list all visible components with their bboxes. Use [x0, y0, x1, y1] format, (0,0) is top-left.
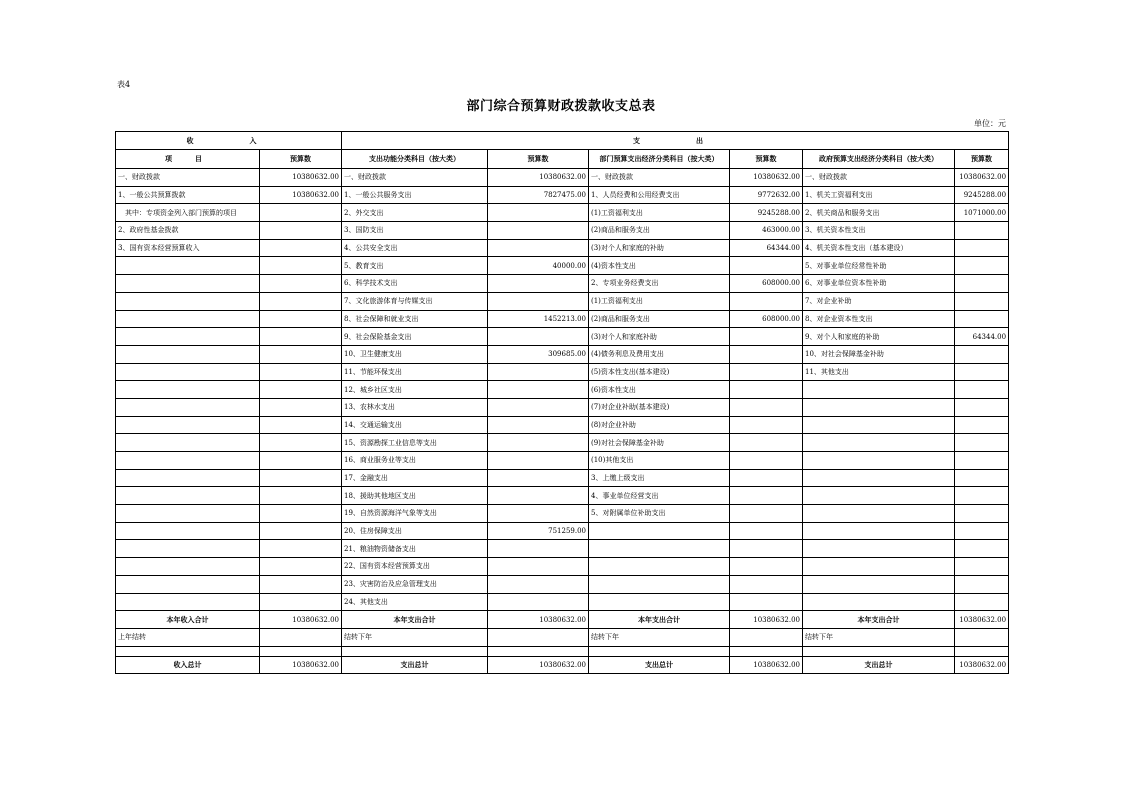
- item-cell: [803, 575, 955, 593]
- table-row: [116, 186, 1009, 204]
- table-row: [116, 469, 1009, 487]
- amount-cell: 9245288.00: [955, 186, 1009, 204]
- table-row: [116, 363, 1009, 381]
- column-header: 部门预算支出经济分类科目（按大类）: [589, 150, 730, 169]
- amount-cell: [955, 522, 1009, 540]
- table-row: [116, 328, 1009, 346]
- amount-cell: [260, 222, 342, 240]
- amount-cell: 608000.00: [730, 310, 803, 328]
- grand-total-row: [116, 656, 1009, 674]
- amount-cell: [488, 381, 589, 399]
- item-cell: 其中：专项资金列入部门预算的项目: [116, 204, 260, 222]
- amount-cell: 64344.00: [730, 239, 803, 257]
- table-row: [116, 558, 1009, 576]
- amount-cell: [955, 452, 1009, 470]
- item-cell: 4、事业单位经营支出: [589, 487, 730, 505]
- item-cell: [803, 381, 955, 399]
- amount-cell: [955, 505, 1009, 523]
- amount-cell: [488, 204, 589, 222]
- amount-cell: 608000.00: [730, 275, 803, 293]
- item-cell: 17、金融支出: [342, 469, 488, 487]
- item-cell: 2、外交支出: [342, 204, 488, 222]
- amount-cell: [730, 522, 803, 540]
- carry-out-label: 结转下年: [342, 628, 488, 646]
- item-cell: [116, 593, 260, 611]
- amount-cell: [488, 505, 589, 523]
- item-cell: 16、商业服务业等支出: [342, 452, 488, 470]
- amount-cell: [488, 469, 589, 487]
- amount-cell: [730, 416, 803, 434]
- amount-cell: 7827475.00: [488, 186, 589, 204]
- amount-cell: [955, 363, 1009, 381]
- table-row: [116, 434, 1009, 452]
- item-cell: 19、自然资源海洋气象等支出: [342, 505, 488, 523]
- year-expense-value: 10380632.00: [730, 611, 803, 629]
- item-cell: (9)对社会保障基金补助: [589, 434, 730, 452]
- item-cell: 9、社会保险基金支出: [342, 328, 488, 346]
- item-cell: 11、节能环保支出: [342, 363, 488, 381]
- item-cell: [803, 452, 955, 470]
- amount-cell: [955, 239, 1009, 257]
- amount-cell: [488, 398, 589, 416]
- amount-cell: [730, 593, 803, 611]
- amount-cell: [955, 416, 1009, 434]
- item-cell: [116, 469, 260, 487]
- amount-cell: 1452213.00: [488, 310, 589, 328]
- item-cell: [116, 505, 260, 523]
- year-income-value: 10380632.00: [260, 611, 342, 629]
- item-cell: 2、政府性基金拨款: [116, 222, 260, 240]
- item-cell: [116, 540, 260, 558]
- header-row-group: [116, 132, 1009, 150]
- item-cell: [803, 469, 955, 487]
- item-cell: [116, 398, 260, 416]
- amount-cell: [260, 522, 342, 540]
- amount-cell: 10380632.00: [730, 169, 803, 187]
- amount-cell: [730, 452, 803, 470]
- item-cell: 1、一般公共服务支出: [342, 186, 488, 204]
- amount-cell: [260, 540, 342, 558]
- expense-total-value: 10380632.00: [730, 656, 803, 674]
- amount-cell: 10380632.00: [260, 186, 342, 204]
- table-row: [116, 204, 1009, 222]
- empty-cell: [803, 646, 955, 656]
- table-row: [116, 222, 1009, 240]
- amount-cell: [955, 593, 1009, 611]
- item-cell: (2)商品和服务支出: [589, 310, 730, 328]
- table-row: [116, 169, 1009, 187]
- item-cell: [589, 522, 730, 540]
- expense-total-label: 支出总计: [589, 656, 730, 674]
- amount-cell: [260, 292, 342, 310]
- amount-cell: [488, 452, 589, 470]
- amount-cell: [730, 345, 803, 363]
- amount-cell: [955, 222, 1009, 240]
- item-cell: (4)资本性支出: [589, 257, 730, 275]
- item-cell: (3)对个人和家庭的补助: [589, 239, 730, 257]
- item-cell: (8)对企业补助: [589, 416, 730, 434]
- amount-cell: 9772632.00: [730, 186, 803, 204]
- amount-cell: 751259.00: [488, 522, 589, 540]
- column-header: 政府预算支出经济分类科目（按大类）: [803, 150, 955, 169]
- expense-total-value: 10380632.00: [488, 656, 589, 674]
- item-cell: [803, 434, 955, 452]
- year-income-label: 本年收入合计: [116, 611, 260, 629]
- year-expense-label: 本年支出合计: [589, 611, 730, 629]
- item-cell: 3、国防支出: [342, 222, 488, 240]
- table-row: [116, 522, 1009, 540]
- amount-cell: [730, 469, 803, 487]
- amount-cell: 1071000.00: [955, 204, 1009, 222]
- amount-cell: 10380632.00: [488, 169, 589, 187]
- table-row: [116, 345, 1009, 363]
- table-row: [116, 593, 1009, 611]
- item-cell: 1、一般公共预算拨款: [116, 186, 260, 204]
- empty-cell: [260, 628, 342, 646]
- table-number: 表4: [117, 80, 131, 89]
- item-cell: 18、援助其他地区支出: [342, 487, 488, 505]
- empty-cell: [589, 646, 730, 656]
- amount-cell: [730, 487, 803, 505]
- carry-out-label: 结转下年: [589, 628, 730, 646]
- item-cell: (1)工资福利支出: [589, 292, 730, 310]
- item-cell: [116, 363, 260, 381]
- amount-cell: [955, 434, 1009, 452]
- page-title: 部门综合预算财政拨款收支总表: [466, 99, 656, 114]
- amount-cell: [488, 222, 589, 240]
- item-cell: 6、科学技术支出: [342, 275, 488, 293]
- column-header: 预算数: [955, 150, 1009, 169]
- amount-cell: [730, 398, 803, 416]
- amount-cell: [730, 505, 803, 523]
- item-cell: (4)债务利息及费用支出: [589, 345, 730, 363]
- item-cell: [116, 434, 260, 452]
- empty-cell: [488, 646, 589, 656]
- amount-cell: [260, 257, 342, 275]
- amount-cell: [730, 257, 803, 275]
- item-cell: 3、上缴上级支出: [589, 469, 730, 487]
- amount-cell: [730, 381, 803, 399]
- item-cell: [116, 257, 260, 275]
- item-cell: 7、对企业补助: [803, 292, 955, 310]
- item-cell: [116, 275, 260, 293]
- amount-cell: [955, 381, 1009, 399]
- amount-cell: [260, 328, 342, 346]
- amount-cell: [260, 204, 342, 222]
- expense-header: 支 出: [342, 132, 1009, 150]
- amount-cell: 40000.00: [488, 257, 589, 275]
- header-row-columns: [116, 150, 1009, 169]
- year-expense-value: 10380632.00: [488, 611, 589, 629]
- item-cell: [803, 558, 955, 576]
- item-cell: (3)对个人和家庭补助: [589, 328, 730, 346]
- amount-cell: [488, 487, 589, 505]
- item-cell: 一、财政拨款: [116, 169, 260, 187]
- amount-cell: [260, 505, 342, 523]
- item-cell: 15、资源勘探工业信息等支出: [342, 434, 488, 452]
- item-cell: [116, 328, 260, 346]
- income-total-value: 10380632.00: [260, 656, 342, 674]
- amount-cell: [730, 540, 803, 558]
- table-row: [116, 310, 1009, 328]
- amount-cell: [260, 239, 342, 257]
- item-cell: (10)其他支出: [589, 452, 730, 470]
- amount-cell: [488, 363, 589, 381]
- table-row: [116, 257, 1009, 275]
- budget-table: [115, 131, 1009, 674]
- item-cell: 5、教育支出: [342, 257, 488, 275]
- item-cell: [116, 345, 260, 363]
- column-header: 预算数: [260, 150, 342, 169]
- item-cell: [803, 487, 955, 505]
- item-cell: 20、住房保障支出: [342, 522, 488, 540]
- amount-cell: [260, 345, 342, 363]
- table-row: [116, 292, 1009, 310]
- amount-cell: [730, 558, 803, 576]
- item-cell: 3、机关资本性支出: [803, 222, 955, 240]
- table-row: [116, 505, 1009, 523]
- table-row: [116, 381, 1009, 399]
- item-cell: [589, 558, 730, 576]
- amount-cell: [488, 558, 589, 576]
- empty-cell: [955, 628, 1009, 646]
- empty-cell: [730, 628, 803, 646]
- amount-cell: [955, 310, 1009, 328]
- item-cell: 1、机关工资福利支出: [803, 186, 955, 204]
- item-cell: 5、对事业单位经常性补助: [803, 257, 955, 275]
- amount-cell: [260, 452, 342, 470]
- empty-cell: [955, 646, 1009, 656]
- table-row: [116, 575, 1009, 593]
- amount-cell: [488, 275, 589, 293]
- column-header: 项 目: [116, 150, 260, 169]
- amount-cell: [730, 328, 803, 346]
- item-cell: 14、交通运输支出: [342, 416, 488, 434]
- item-cell: [803, 540, 955, 558]
- item-cell: 24、其他支出: [342, 593, 488, 611]
- amount-cell: 463000.00: [730, 222, 803, 240]
- amount-cell: 10380632.00: [955, 169, 1009, 187]
- empty-cell: [488, 628, 589, 646]
- item-cell: [803, 522, 955, 540]
- item-cell: 8、社会保障和就业支出: [342, 310, 488, 328]
- item-cell: 一、财政拨款: [589, 169, 730, 187]
- amount-cell: [955, 540, 1009, 558]
- amount-cell: [260, 558, 342, 576]
- carry-in-label: 上年结转: [116, 628, 260, 646]
- amount-cell: [488, 540, 589, 558]
- item-cell: (5)资本性支出(基本建设): [589, 363, 730, 381]
- item-cell: (2)商品和服务支出: [589, 222, 730, 240]
- item-cell: 23、灾害防治及应急管理支出: [342, 575, 488, 593]
- year-expense-label: 本年支出合计: [803, 611, 955, 629]
- item-cell: [116, 452, 260, 470]
- item-cell: 一、财政拨款: [342, 169, 488, 187]
- amount-cell: [260, 381, 342, 399]
- table-row: [116, 239, 1009, 257]
- item-cell: [116, 487, 260, 505]
- table-row: [116, 452, 1009, 470]
- item-cell: [116, 416, 260, 434]
- amount-cell: [260, 575, 342, 593]
- amount-cell: [955, 575, 1009, 593]
- unit-label: 单位：元: [974, 119, 1006, 128]
- item-cell: (6)资本性支出: [589, 381, 730, 399]
- amount-cell: [488, 239, 589, 257]
- amount-cell: 64344.00: [955, 328, 1009, 346]
- table-row: [116, 487, 1009, 505]
- amount-cell: 9245288.00: [730, 204, 803, 222]
- amount-cell: [260, 593, 342, 611]
- income-total-label: 收入总计: [116, 656, 260, 674]
- amount-cell: 309685.00: [488, 345, 589, 363]
- amount-cell: [488, 328, 589, 346]
- item-cell: 2、专项业务经费支出: [589, 275, 730, 293]
- item-cell: (7)对企业补助(基本建设): [589, 398, 730, 416]
- year-expense-label: 本年支出合计: [342, 611, 488, 629]
- expense-total-label: 支出总计: [803, 656, 955, 674]
- carry-row: [116, 628, 1009, 646]
- item-cell: [116, 558, 260, 576]
- item-cell: 1、人员经费和公用经费支出: [589, 186, 730, 204]
- column-header: 预算数: [730, 150, 803, 169]
- item-cell: [589, 575, 730, 593]
- amount-cell: [488, 416, 589, 434]
- item-cell: [589, 593, 730, 611]
- table-row: [116, 416, 1009, 434]
- item-cell: 13、农林水支出: [342, 398, 488, 416]
- amount-cell: [260, 398, 342, 416]
- item-cell: [803, 416, 955, 434]
- item-cell: 4、机关资本性支出（基本建设）: [803, 239, 955, 257]
- empty-cell: [342, 646, 488, 656]
- item-cell: [116, 522, 260, 540]
- empty-cell: [260, 646, 342, 656]
- amount-cell: [730, 292, 803, 310]
- amount-cell: [955, 275, 1009, 293]
- item-cell: 6、对事业单位资本性补助: [803, 275, 955, 293]
- year-total-row: [116, 611, 1009, 629]
- amount-cell: [955, 469, 1009, 487]
- item-cell: 11、其他支出: [803, 363, 955, 381]
- item-cell: 5、对附属单位补助支出: [589, 505, 730, 523]
- expense-total-value: 10380632.00: [955, 656, 1009, 674]
- expense-total-label: 支出总计: [342, 656, 488, 674]
- item-cell: [116, 310, 260, 328]
- year-expense-value: 10380632.00: [955, 611, 1009, 629]
- amount-cell: [260, 487, 342, 505]
- amount-cell: [488, 593, 589, 611]
- item-cell: 4、公共安全支出: [342, 239, 488, 257]
- amount-cell: [488, 575, 589, 593]
- amount-cell: [730, 575, 803, 593]
- amount-cell: [488, 292, 589, 310]
- amount-cell: [730, 434, 803, 452]
- item-cell: 10、对社会保障基金补助: [803, 345, 955, 363]
- item-cell: (1)工资福利支出: [589, 204, 730, 222]
- item-cell: 7、文化旅游体育与传媒支出: [342, 292, 488, 310]
- item-cell: [116, 292, 260, 310]
- amount-cell: [260, 434, 342, 452]
- income-header: 收 入: [116, 132, 342, 150]
- empty-cell: [730, 646, 803, 656]
- item-cell: [803, 505, 955, 523]
- item-cell: 10、卫生健康支出: [342, 345, 488, 363]
- amount-cell: [260, 469, 342, 487]
- item-cell: 21、粮油物资储备支出: [342, 540, 488, 558]
- spacer-row: [116, 646, 1009, 656]
- item-cell: [803, 398, 955, 416]
- amount-cell: [955, 345, 1009, 363]
- item-cell: 3、国有资本经营预算收入: [116, 239, 260, 257]
- amount-cell: [260, 363, 342, 381]
- table-row: [116, 540, 1009, 558]
- item-cell: 22、国有资本经营预算支出: [342, 558, 488, 576]
- carry-out-label: 结转下年: [803, 628, 955, 646]
- amount-cell: [955, 292, 1009, 310]
- column-header: 支出功能分类科目（按大类）: [342, 150, 488, 169]
- item-cell: 2、机关商品和服务支出: [803, 204, 955, 222]
- amount-cell: [730, 363, 803, 381]
- table-row: [116, 398, 1009, 416]
- amount-cell: [488, 434, 589, 452]
- item-cell: [116, 381, 260, 399]
- amount-cell: [260, 310, 342, 328]
- amount-cell: [955, 398, 1009, 416]
- amount-cell: [955, 487, 1009, 505]
- amount-cell: [260, 416, 342, 434]
- column-header: 预算数: [488, 150, 589, 169]
- amount-cell: 10380632.00: [260, 169, 342, 187]
- item-cell: 9、对个人和家庭的补助: [803, 328, 955, 346]
- item-cell: 8、对企业资本性支出: [803, 310, 955, 328]
- item-cell: [803, 593, 955, 611]
- item-cell: 一、财政拨款: [803, 169, 955, 187]
- empty-cell: [116, 646, 260, 656]
- amount-cell: [260, 275, 342, 293]
- table-row: [116, 275, 1009, 293]
- amount-cell: [955, 558, 1009, 576]
- amount-cell: [955, 257, 1009, 275]
- item-cell: 12、城乡社区支出: [342, 381, 488, 399]
- table-body: [116, 132, 1009, 674]
- item-cell: [116, 575, 260, 593]
- item-cell: [589, 540, 730, 558]
